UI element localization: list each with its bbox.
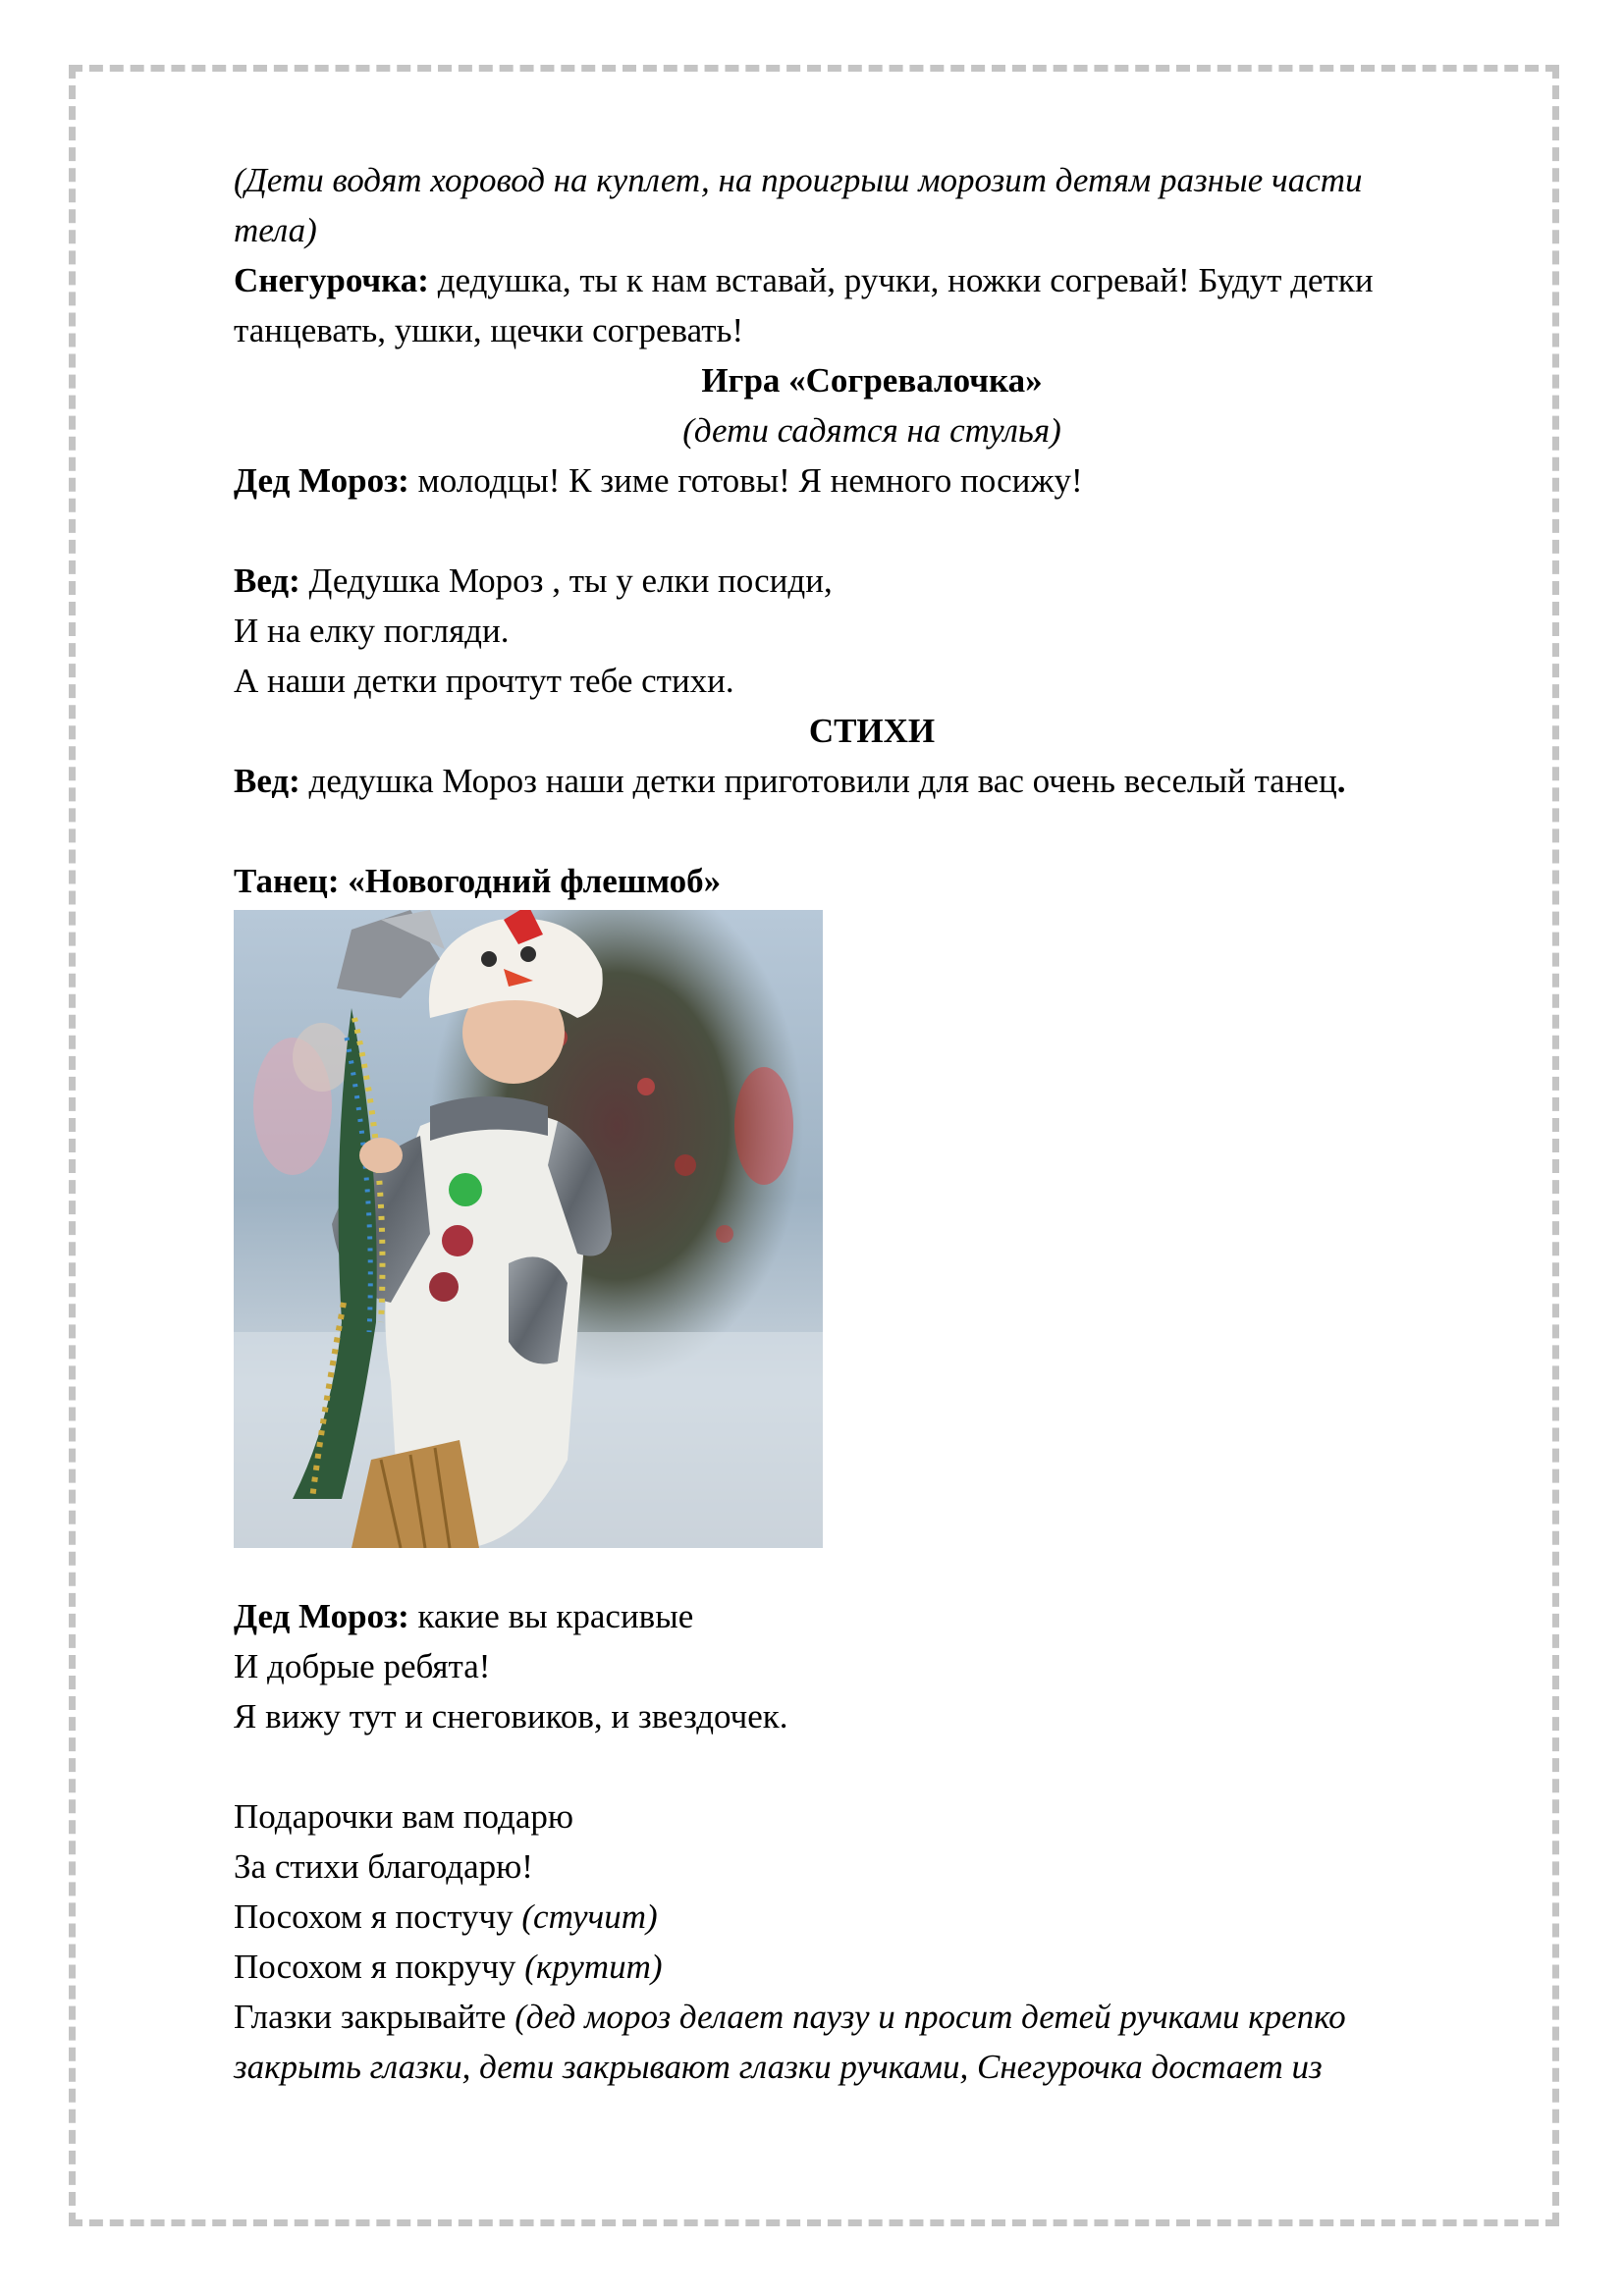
ved-line-2: И на елку погляди. [234, 612, 510, 650]
speaker-ded-moroz: Дед Мороз: [234, 461, 409, 500]
closing-eyes-line [234, 1992, 1510, 2042]
closing-spin-line [234, 1942, 1510, 1992]
ved-dance-line [234, 756, 1510, 806]
closing-line-1: Подарочки вам подарю [234, 1797, 574, 1836]
poems-heading: СТИХИ [808, 712, 936, 750]
ded-moroz-text-1: молодцы! К зиме готовы! Я немного посижу! [408, 461, 1083, 500]
document-body [234, 155, 1510, 2092]
speaker-ded-moroz-2: Дед Мороз: [234, 1597, 409, 1635]
dance-title: Танец: «Новогодний флешмоб» [234, 862, 722, 900]
speaker-ved: Вед: [234, 561, 300, 600]
game-title: Игра «Согревалочка» [701, 361, 1043, 400]
ved-line-3: А наши детки прочтут тебе стихи. [234, 662, 734, 700]
ved-dance-end: . [1336, 762, 1346, 800]
closing-line-2: За стихи благодарю! [234, 1847, 533, 1886]
ded-moroz-line-1 [234, 455, 1510, 506]
ded-moroz-text-2a: какие вы красивые [408, 1597, 694, 1635]
game-note: (дети садятся на стулья) [682, 411, 1061, 450]
spacer [234, 806, 1510, 856]
ved-text-1: Дедушка Мороз , ты у елки посиди, [299, 561, 833, 600]
speaker-ved-2: Вед: [234, 762, 300, 800]
tap-text: Посохом я постучу [234, 1897, 522, 1936]
ved-line-1 [234, 556, 1510, 606]
ved-dance-text: дедушка Мороз наши детки приготовили для вас очень веселый танец [299, 762, 1337, 800]
ded-moroz-line-2 [234, 1591, 1510, 1641]
snowman-costume-photo [234, 910, 823, 1548]
spacer [234, 1741, 1510, 1791]
tap-note: (стучит) [521, 1897, 658, 1936]
ded-moroz-line-3: И добрые ребята! [234, 1647, 491, 1685]
spin-note: (крутит) [524, 1948, 663, 1986]
snegurochka-line-2: танцевать, ушки, щечки согревать! [234, 311, 744, 349]
intro-line-1: (Дети водят хоровод на куплет, на проигрыш морозит детям разные части [234, 161, 1363, 199]
ded-moroz-line-4: Я вижу тут и снеговиков, и звездочек. [234, 1697, 788, 1735]
closing-tap-line [234, 1892, 1510, 1942]
intro-line-2: тела) [234, 211, 317, 249]
closing-eyes-line-2: закрыть глазки, дети закрывают глазки ручками, Снегурочка достает из [234, 2048, 1323, 2086]
eyes-text: Глазки закрывайте [234, 1998, 515, 2036]
speaker-snegurochka: Снегурочка: [234, 261, 429, 299]
snegurochka-line-1: Снегурочка: дедушка, ты к нам вставай, ручки, ножки согревай! Будут детки [234, 261, 1374, 299]
eyes-note-1: (дед мороз делает паузу и просит детей ручками крепко [514, 1998, 1346, 2036]
spacer [234, 506, 1510, 556]
spin-text: Посохом я покручу [234, 1948, 525, 1986]
